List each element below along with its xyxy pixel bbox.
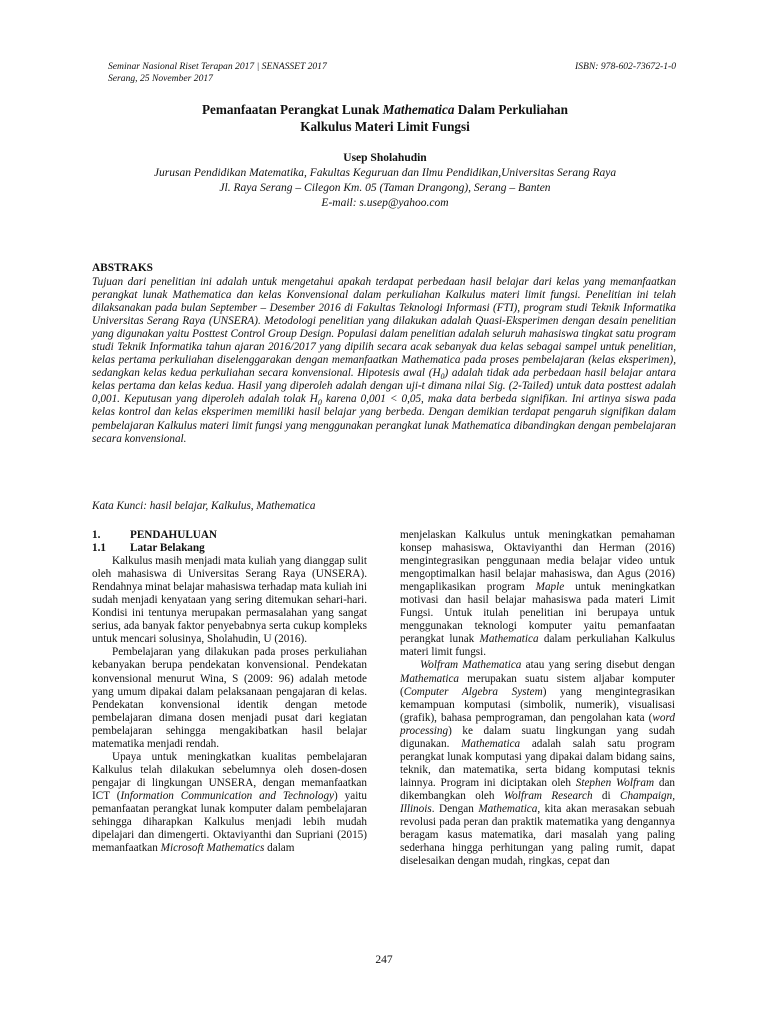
author-name: Usep Sholahudin — [343, 152, 427, 164]
paragraph: menjelaskan Kalkulus untuk meningkatkan pemahaman konsep mahasiswa, Oktaviyanthi dan Herman (2016) mengintegrasikan penggunaan media belajar video untuk mengoptimalkan hasil belajar mahasiswa, dan Agus (2016) mengaplikasikan program Maple untuk meningkatkan motivasi dan hasil belajar mahasiswa pada materi Limit Fungsi. Untuk itulah penelitian ini berupaya untuk menggunakan teknologi komputer yaitu pemanfaatan perangkat lunak Mathematica dalam perkuliahan Kalkulus materi limit fungsi. — [400, 529, 675, 659]
left-column — [92, 529, 367, 855]
paper-title — [90, 101, 680, 135]
section-heading: 1. PENDAHULUAN — [92, 529, 218, 541]
author-email: E-mail: s.usep@yahoo.com — [321, 197, 449, 209]
abstract-text: Tujuan dari penelitian ini adalah untuk mengetahui apakah terdapat perbedaan hasil belajar dari kelas yang memanfaatkan perangkat lunak Mathematica dan kelas Konvensional dalam perkuliahan Kalkulus materi limit fungsi. Penelitian ini telah dilaksanakan pada bulan September – Desember 2016 di Fakultas Teknologi Informasi (FTI), program studi Teknik Informatika Universitas Serang Raya (UNSERA). Metodologi penelitian yang dilakukan adalah Quasi-Eksperimen dengan desain penelitian yang digunakan yaitu Posttest Control Group Design. Populasi dalam penelitian adalah seluruh mahasiswa tingkat satu program studi Teknik Informatika tahun ajaran 2016/2017 yang dipilih secara acak sebanyak dua kelas sebagai sampel untuk penelitian, kelas pertama perkuliahan diselenggarakan dengan memanfaatkan Mathematica pada proses pembelajaran (kelas eksperimen), sedangkan kelas kedua perkuliahan secara konvensional. Hipotesis awal $(H_0)$ adalah tidak ada perbedaan hasil belajar antara kelas pertama dan kelas kedua. Hasil yang diperoleh adalah dengan uji-t dimana nilai Sig. (2-Tailed) untuk data posttest adalah 0,001. Keputusan yang diperoleh adalah tolak $H_0$ karena 0,001 < 0,05, maka data berbeda signifikan. Ini artinya siswa pada kelas kontrol dan kelas eksperimen memiliki hasil belajar yang berbeda. Dengan demikian terdapat pengaruh signifikan dalam pembelajaran Kalkulus materi limit fungsi yang menggunakan perangkat lunak Mathematica dibandingkan dengan pembelajaran secara konvensional. — [92, 276, 676, 445]
conference-place-date: Serang, 25 November 2017 — [108, 72, 213, 84]
paragraph: Kalkulus masih menjadi mata kuliah yang dianggap sulit oleh mahasiswa di Universitas Serang Raya (UNSERA). Rendahnya minat belajar mahasiswa terhadap mata kuliah ini sudah menjadi kenyataan yang sering ditemukan sehari-hari. Kondisi ini tentunya merupakan permasalahan yang sangat serius, ada banyak faktor penyebabnya serta cukup kompleks untuk mencari solusinya, Sholahudin, U (2016). — [92, 555, 367, 646]
abstract-heading: ABSTRAKS — [92, 262, 153, 274]
title-line-2: Kalkulus Materi Limit Fungsi — [300, 119, 470, 134]
page-number: 247 — [375, 954, 393, 966]
subsection-heading: 1.1 Latar Belakang — [92, 542, 205, 555]
paragraph: Wolfram Mathematica atau yang sering disebut dengan Mathematica merupakan suatu sistem aljabar komputer (Computer Algebra System) yang mengintegrasikan kemampuan komputasi (simbolik, numerik), visualisasi (grafik), bahasa pemprograman, dan pengolahan kata (word processing) ke dalam suatu lingkungan yang sudah digunakan. Mathematica adalah salah satu program perangkat lunak komputasi yang dipakai dalam bidang sains, teknik, dan matematika, serta bidang komputasi teknis lainnya. Program ini diciptakan oleh Stephen Wolfram dan dikembangkan oleh Wolfram Research di Champaign, Illinois. Dengan Mathematica, kita akan merasakan sebuah revolusi pada peran dan praktik matematika yang dengannya beragam kasus matematika, dari masalah yang paling sederhana hingga perhitungan yang paling rumit, dapat diselesaikan dengan mudah, ringkas, cepat dan — [400, 659, 676, 868]
paragraph: Upaya untuk meningkatkan kualitas pembelajaran Kalkulus telah dilakukan sebelumnya oleh dosen-dosen pengajar di lingkungan UNSERA, dengan memanfaatkan ICT (Information Communication and Technology) yaitu pemanfaatan perangkat lunak komputer dalam pembelajaran sehingga diharapkan Kalkulus menjadi lebih mudah dipelajari dan dimengerti. Oktaviyanthi dan Supriani (2015) memanfaatkan Microsoft Mathematics dalam — [92, 750, 368, 855]
right-column — [400, 529, 675, 868]
keywords: Kata Kunci: hasil belajar, Kalkulus, Mathematica — [92, 500, 316, 512]
author-address: Jl. Raya Serang – Cilegon Km. 05 (Taman Drangong), Serang – Banten — [219, 182, 551, 194]
paragraph: Pembelajaran yang dilakukan pada proses perkuliahan kebanyakan berupa pendekatan konvensional. Pendekatan konvensional menurut Wina, S (2009: 96) adalah metode yang umum dipakai dalam pelaksanaan pengajaran di kelas. Pendekatan konvensional identik dengan metode pembelajaran dimana dosen menjadi pusat dari kegiatan pembelajaran sehingga mengakibatkan hasil belajar matematika menjadi rendah. — [92, 646, 367, 750]
author-block — [90, 151, 680, 211]
conference-name: Seminar Nasional Riset Terapan 2017 | SENASSET 2017 — [108, 61, 327, 72]
author-affiliation: Jurusan Pendidikan Matematika, Fakultas Keguruan dan Ilmu Pendidikan,Universitas Serang Raya — [153, 167, 617, 179]
isbn: ISBN: 978-602-73672-1-0 — [575, 61, 676, 72]
running-header-left — [108, 61, 327, 84]
title-line-1: Pemanfaatan Perangkat Lunak Mathematica Dalam Perkuliahan — [202, 102, 568, 117]
